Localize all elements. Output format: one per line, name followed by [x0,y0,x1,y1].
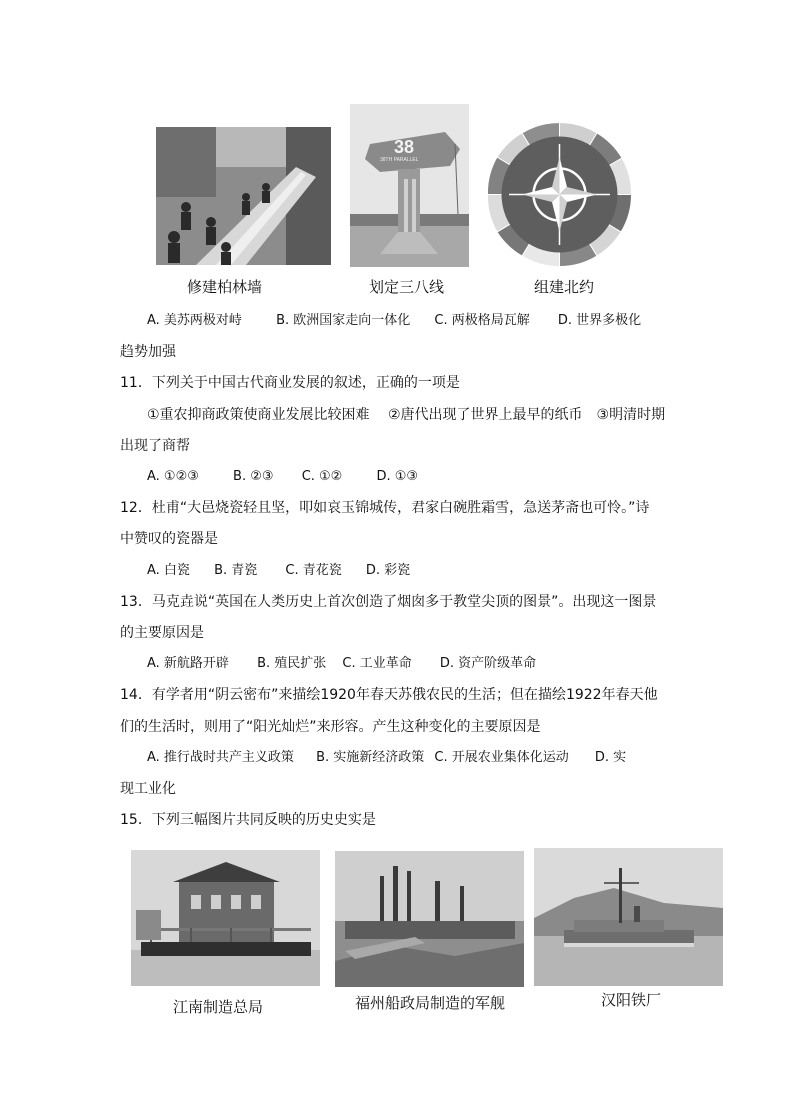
q13-stem-line2: 的主要原因是 [120,625,204,641]
q13-stem-line1: 13．马克垚说“英国在人类历史上首次创造了烟囱多于教堂尖顶的图景”。出现这一图景 [120,594,657,610]
q10-options [147,311,641,331]
q12-stem-line2: 中赞叹的瓷器是 [120,531,218,547]
q11-option-d[interactable]: D. ①③ [376,469,419,484]
sign-number: 38 [394,137,415,157]
q11-option-c[interactable]: C. ①② [301,469,343,484]
fuzhou-shipyard-photo [335,851,524,987]
q11-stem: 11．下列关于中国古代商业发展的叙述，正确的一项是 [120,375,460,391]
caption-jiangnan-arsenal: 江南制造总局 [173,998,264,1016]
caption-fuzhou-shipyard: 福州船政局制造的军舰 [355,994,506,1012]
q10-option-c[interactable]: C. 两极格局瓦解 [434,313,530,328]
q11-option-a[interactable]: A. ①②③ [147,469,199,484]
38th-parallel-photo [350,104,469,267]
q11-options [147,467,418,487]
q14-options-continued: 现工业化 [120,781,176,797]
q12-option-a[interactable]: A. 白瓷 [147,563,190,578]
q12-stem-line1: 12．杜甫“大邑烧瓷轻且坚，叩如哀玉锦城传，君家白碗胜霜雪，急送茅斋也可怜。”诗 [120,500,650,516]
q14-stem-line2: 们的生活时，则用了“阳光灿烂”来形容。产生这种变化的主要原因是 [120,719,541,735]
q14-options [147,748,626,768]
jiangnan-arsenal-photo [131,850,320,986]
berlin-wall-photo [156,127,331,265]
caption-nato: 组建北约 [534,278,595,296]
caption-hanyang-ironworks: 汉阳铁厂 [601,991,662,1009]
nato-emblem [487,122,632,267]
q10-option-a[interactable]: A. 美苏两极对峙 [147,313,242,328]
q11-items-line2: 出现了商帮 [120,438,190,454]
q14-stem-line1: 14．有学者用“阴云密布”来描绘1920年春天苏俄农民的生活；但在描绘1922年春天他 [120,687,658,703]
q12-option-b[interactable]: B. 青瓷 [214,563,258,578]
caption-38th-parallel: 划定三八线 [369,278,445,296]
caption-berlin-wall: 修建柏林墙 [187,278,263,296]
q13-option-a[interactable]: A. 新航路开辟 [147,656,229,671]
q13-option-d[interactable]: D. 资产阶级革命 [439,656,537,671]
q12-options [147,561,410,581]
q15-stem: 15．下列三幅图片共同反映的历史史实是 [120,812,376,828]
q13-option-c[interactable]: C. 工业革命 [342,656,412,671]
q13-options [147,654,536,674]
q10-option-b[interactable]: B. 欧洲国家走向一体化 [276,313,411,328]
q14-option-d[interactable]: D. 实 [594,750,627,765]
q14-option-c[interactable]: C. 开展农业集体化运动 [434,750,569,765]
q11-items-line1: ①重农抑商政策使商业发展比较困难 ②唐代出现了世界上最早的纸币 ③明清时期 [147,407,666,423]
q12-option-c[interactable]: C. 青花瓷 [285,563,342,578]
q10-option-d[interactable]: D. 世界多极化 [557,313,642,328]
q12-option-d[interactable]: D. 彩瓷 [365,563,411,578]
q10-options-continued: 趋势加强 [120,344,176,360]
q13-option-b[interactable]: B. 殖民扩张 [257,656,327,671]
hanyang-ironworks-photo [534,848,723,986]
q14-option-b[interactable]: B. 实施新经济政策 [316,750,425,765]
q14-option-a[interactable]: A. 推行战时共产主义政策 [147,750,294,765]
q11-option-b[interactable]: B. ②③ [233,469,274,484]
sign-subtext: 38TH PARALLEL [380,157,419,163]
